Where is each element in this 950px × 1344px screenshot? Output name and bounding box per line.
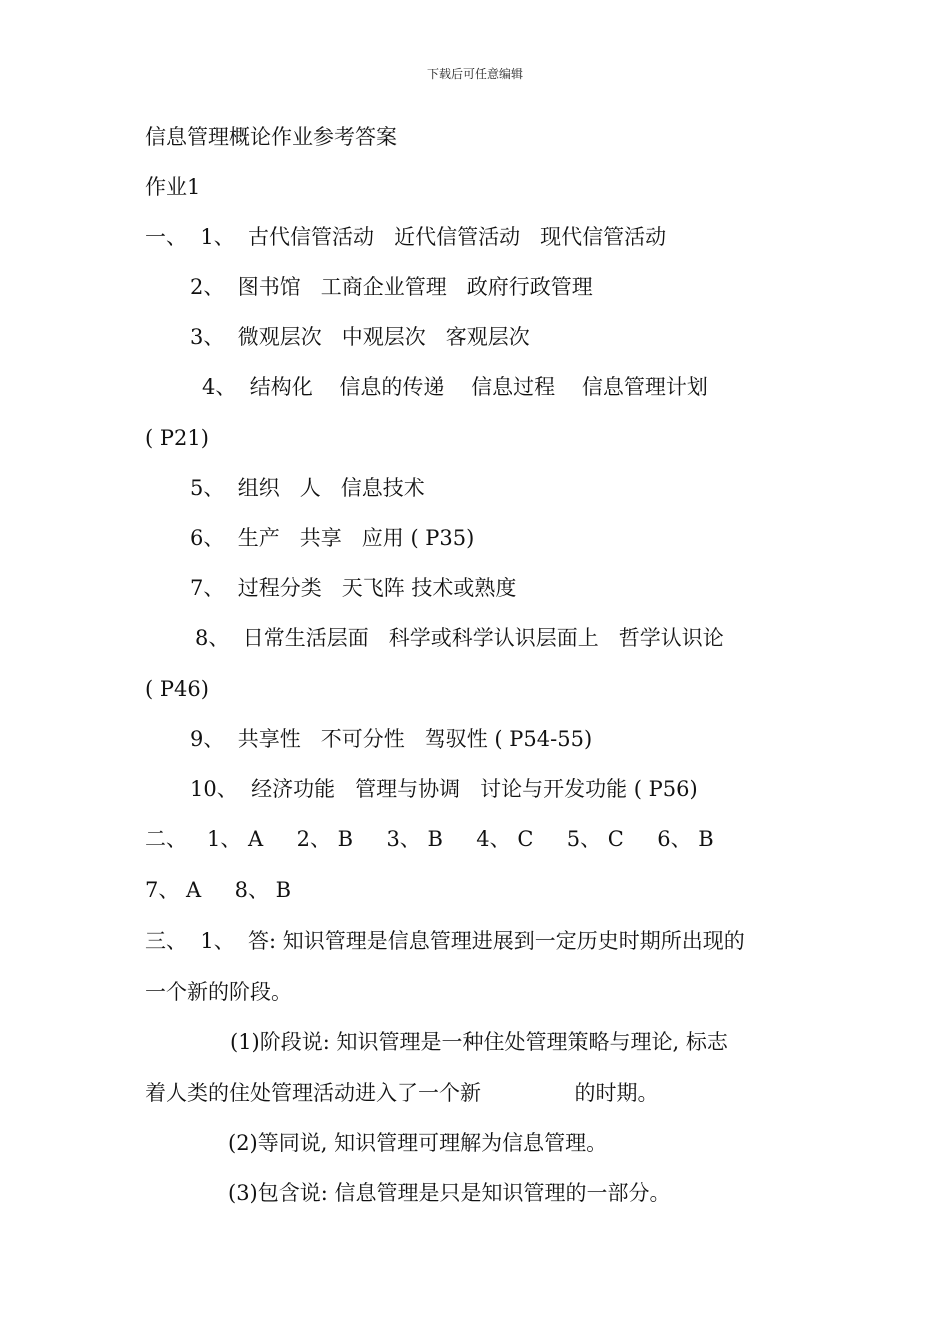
section1-line: 8、 日常生活层面 科学或科学认识层面上 哲学认识论 [195,626,724,650]
section2-line: 二、 1、 A 2、 B 3、 B 4、 C 5、 C 6、 B [145,827,714,851]
section3-line: (3)包含说: 信息管理是只是知识管理的一部分。 [228,1181,671,1205]
section1-line: 6、 生产 共享 应用 ( P35) [190,526,475,550]
section1-line: 4、 结构化 信息的传递 信息过程 信息管理计划 [202,375,708,399]
section1-line: 10、 经济功能 管理与协调 讨论与开发功能 ( P56) [190,777,698,801]
section3-line: (2)等同说, 知识管理可理解为信息管理。 [228,1131,608,1155]
section3-line: 着人类的住处管理活动进入了一个新 的时期。 [145,1081,659,1105]
document-title: 信息管理概论作业参考答案 [145,125,397,149]
page-header: 下载后可任意编辑 [426,67,523,81]
section3-line: 一个新的阶段。 [145,980,292,1004]
section1-line: 一、 1、 古代信管活动 近代信管活动 现代信管活动 [145,225,667,249]
section1-line: 2、 图书馆 工商企业管理 政府行政管理 [190,275,593,299]
assignment-heading: 作业1 [145,175,201,199]
section3-line: (1)阶段说: 知识管理是一种住处管理策略与理论, 标志 [230,1030,728,1054]
section1-line: ( P21) [145,426,209,450]
section2-line: 7、 A 8、 B [145,878,292,902]
section1-line: 5、 组织 人 信息技术 [190,476,425,500]
section3-line: 三、 1、 答: 知识管理是信息管理进展到一定历史时期所出现的 [145,929,745,953]
section1-line: ( P46) [145,677,209,701]
section1-line: 7、 过程分类 天飞阵 技术或熟度 [190,576,517,600]
section1-line: 9、 共享性 不可分性 驾驭性 ( P54-55) [190,727,593,751]
section1-line: 3、 微观层次 中观层次 客观层次 [190,325,530,349]
